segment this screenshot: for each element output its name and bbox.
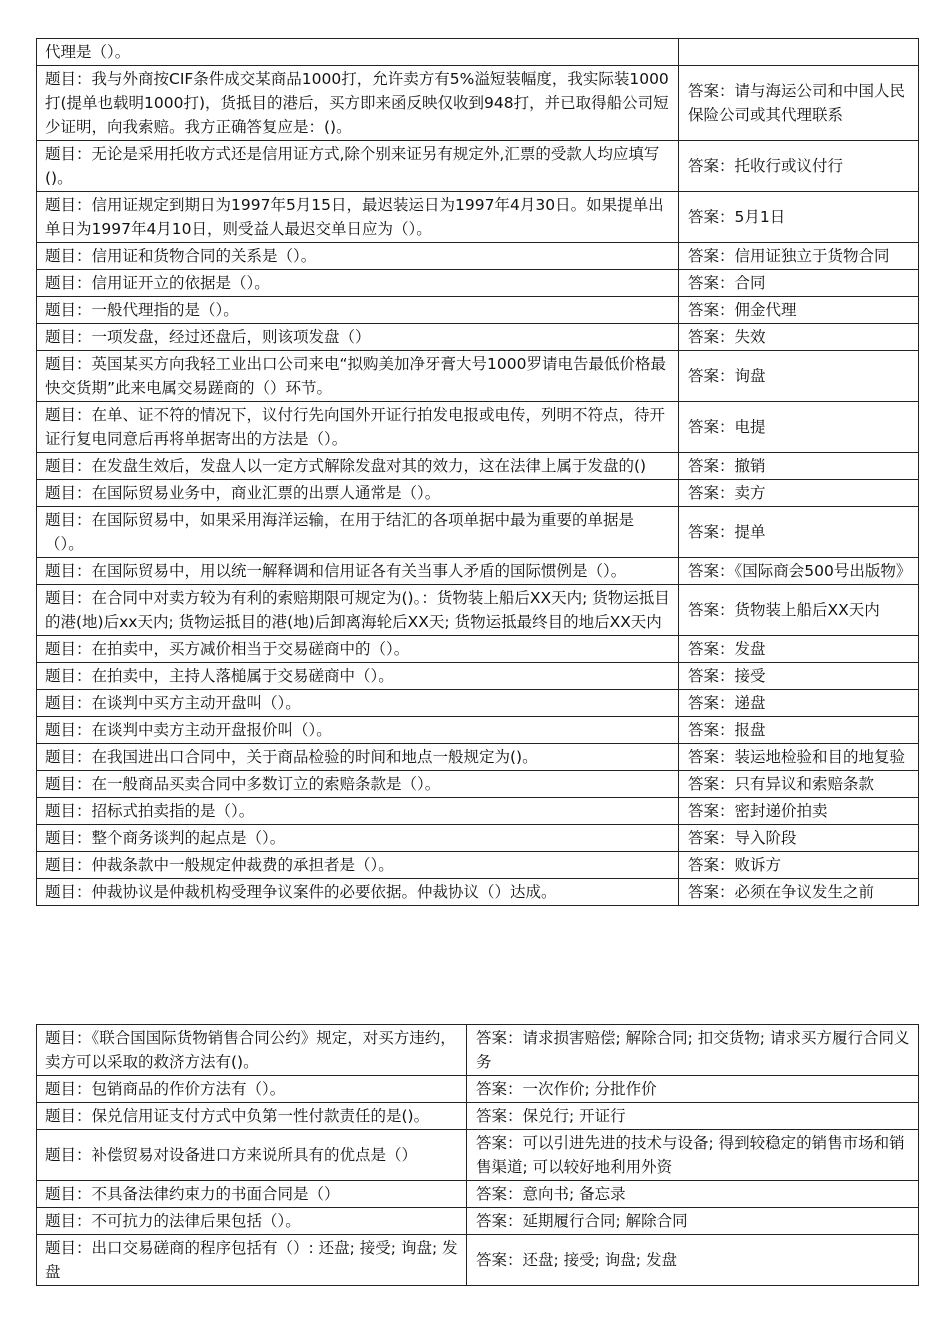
table-row [37, 297, 919, 324]
question-cell: 题目：我与外商按CIF条件成交某商品1000打，允许卖方有5%溢短装幅度，我实际装1000打(提单也载明1000打)，货抵目的港后，买方即来函反映仅收到948打，并已取得船公司短少证明，向我索赔。我方正确答复应是：()。 [37, 66, 679, 141]
table-row [37, 1025, 919, 1076]
answer-cell: 答案：提单 [679, 507, 919, 558]
answer-cell: 答案：意向书; 备忘录 [467, 1181, 919, 1208]
answer-cell: 答案：询盘 [679, 351, 919, 402]
answer-cell: 答案：佣金代理 [679, 297, 919, 324]
answer-cell: 答案：托收行或议付行 [679, 141, 919, 192]
question-cell: 题目：信用证和货物合同的关系是（）。 [37, 243, 679, 270]
question-cell: 题目：在一般商品买卖合同中多数订立的索赔条款是（）。 [37, 771, 679, 798]
table-row [37, 1181, 919, 1208]
table-row [37, 1235, 919, 1286]
question-cell: 题目：在国际贸易中，用以统一解释调和信用证各有关当事人矛盾的国际惯例是（）。 [37, 558, 679, 585]
question-cell: 题目：一项发盘，经过还盘后，则该项发盘（） [37, 324, 679, 351]
question-cell: 题目：整个商务谈判的起点是（）。 [37, 825, 679, 852]
table-row [37, 558, 919, 585]
table-row [37, 690, 919, 717]
answer-cell: 答案：递盘 [679, 690, 919, 717]
table-row [37, 852, 919, 879]
answer-cell: 答案：合同 [679, 270, 919, 297]
answer-cell: 答案：撤销 [679, 453, 919, 480]
table-row [37, 66, 919, 141]
table-row [37, 192, 919, 243]
question-cell: 题目：包销商品的作价方法有（）。 [37, 1076, 467, 1103]
question-cell: 题目：在国际贸易中，如果采用海洋运输，在用于结汇的各项单据中最为重要的单据是（）。 [37, 507, 679, 558]
answer-cell: 答案：可以引进先进的技术与设备; 得到较稳定的销售市场和销售渠道; 可以较好地利用外资 [467, 1130, 919, 1181]
question-cell: 题目：一般代理指的是（）。 [37, 297, 679, 324]
answer-cell: 答案：失效 [679, 324, 919, 351]
question-cell: 题目：在谈判中买方主动开盘叫（）。 [37, 690, 679, 717]
table-row [37, 771, 919, 798]
table-row [37, 744, 919, 771]
answer-cell: 答案：请求损害赔偿; 解除合同; 扣交货物; 请求买方履行合同义务 [467, 1025, 919, 1076]
answer-cell: 答案：电提 [679, 402, 919, 453]
table-row [37, 507, 919, 558]
answer-cell: 答案：只有异议和索赔条款 [679, 771, 919, 798]
answer-cell: 答案：保兑行; 开证行 [467, 1103, 919, 1130]
table-row [37, 585, 919, 636]
table-row [37, 1208, 919, 1235]
table-row [37, 351, 919, 402]
answer-cell [679, 39, 919, 66]
answer-cell: 答案：还盘; 接受; 询盘; 发盘 [467, 1235, 919, 1286]
question-cell: 题目：补偿贸易对设备进口方来说所具有的优点是（） [37, 1130, 467, 1181]
question-cell: 题目：在拍卖中，买方减价相当于交易磋商中的（）。 [37, 636, 679, 663]
answer-cell: 答案：卖方 [679, 480, 919, 507]
question-cell: 代理是（）。 [37, 39, 679, 66]
answer-cell: 答案：报盘 [679, 717, 919, 744]
answer-cell: 答案：必须在争议发生之前 [679, 879, 919, 906]
table-row [37, 717, 919, 744]
question-cell: 题目：在我国进出口合同中，关于商品检验的时间和地点一般规定为()。 [37, 744, 679, 771]
answer-cell: 答案：接受 [679, 663, 919, 690]
question-cell: 题目：在发盘生效后，发盘人以一定方式解除发盘对其的效力，这在法律上属于发盘的() [37, 453, 679, 480]
question-cell: 题目：出口交易磋商的程序包括有（）: 还盘; 接受; 询盘; 发盘 [37, 1235, 467, 1286]
table-row [37, 270, 919, 297]
table-row [37, 879, 919, 906]
question-cell: 题目：在单、证不符的情况下，议付行先向国外开证行拍发电报或电传，列明不符点，待开证行复电同意后再将单据寄出的方法是（）。 [37, 402, 679, 453]
answer-cell: 答案：5月1日 [679, 192, 919, 243]
table-row [37, 1076, 919, 1103]
table-row [37, 324, 919, 351]
answer-cell: 答案：败诉方 [679, 852, 919, 879]
answer-cell: 答案：一次作价; 分批作价 [467, 1076, 919, 1103]
question-cell: 题目：在合同中对卖方较为有利的索赔期限可规定为()。：货物装上船后XX天内; 货物运抵目的港(地)后xx天内; 货物运抵目的港(地)后卸离海轮后XX天; 货物运抵最终目的地后XX天内 [37, 585, 679, 636]
table-row [37, 480, 919, 507]
question-cell: 题目：保兑信用证支付方式中负第一性付款责任的是()。 [37, 1103, 467, 1130]
answer-cell: 答案：请与海运公司和中国人民保险公司或其代理联系 [679, 66, 919, 141]
table-row [37, 825, 919, 852]
table-row [37, 1103, 919, 1130]
qa-table-single-choice [36, 38, 919, 906]
answer-cell: 答案：密封递价拍卖 [679, 798, 919, 825]
question-cell: 题目：信用证规定到期日为1997年5月15日，最迟装运日为1997年4月30日。如果提单出单日为1997年4月10日，则受益人最迟交单日应为（）。 [37, 192, 679, 243]
answer-cell: 答案：延期履行合同; 解除合同 [467, 1208, 919, 1235]
table-row [37, 39, 919, 66]
question-cell: 题目：英国某买方向我轻工业出口公司来电“拟购美加净牙膏大号1000罗请电告最低价格最快交货期”此来电属交易蹉商的（）环节。 [37, 351, 679, 402]
answer-cell: 答案：装运地检验和目的地复验 [679, 744, 919, 771]
question-cell: 题目：在谈判中卖方主动开盘报价叫（）。 [37, 717, 679, 744]
question-cell: 题目：不具备法律约束力的书面合同是（） [37, 1181, 467, 1208]
answer-cell: 答案：信用证独立于货物合同 [679, 243, 919, 270]
question-cell: 题目：仲裁协议是仲裁机构受理争议案件的必要依据。仲裁协议（）达成。 [37, 879, 679, 906]
question-cell: 题目：招标式拍卖指的是（）。 [37, 798, 679, 825]
table-row [37, 636, 919, 663]
table-row [37, 402, 919, 453]
question-cell: 题目：仲裁条款中一般规定仲裁费的承担者是（）。 [37, 852, 679, 879]
table-row [37, 798, 919, 825]
question-cell: 题目：《联合国国际货物销售合同公约》规定，对买方违约，卖方可以采取的救济方法有()。 [37, 1025, 467, 1076]
qa-table-multiple-choice [36, 1024, 919, 1286]
answer-cell: 答案：货物装上船后XX天内 [679, 585, 919, 636]
answer-cell: 答案：《国际商会500号出版物》 [679, 558, 919, 585]
table-row [37, 663, 919, 690]
table-row [37, 1130, 919, 1181]
question-cell: 题目：在拍卖中，主持人落槌属于交易磋商中（）。 [37, 663, 679, 690]
table-row [37, 141, 919, 192]
answer-cell: 答案：发盘 [679, 636, 919, 663]
question-cell: 题目：不可抗力的法律后果包括（）。 [37, 1208, 467, 1235]
question-cell: 题目：信用证开立的依据是（）。 [37, 270, 679, 297]
table-row [37, 453, 919, 480]
question-cell: 题目：无论是采用托收方式还是信用证方式,除个别来证另有规定外,汇票的受款人均应填写()。 [37, 141, 679, 192]
question-cell: 题目：在国际贸易业务中，商业汇票的出票人通常是（）。 [37, 480, 679, 507]
answer-cell: 答案：导入阶段 [679, 825, 919, 852]
table-row [37, 243, 919, 270]
